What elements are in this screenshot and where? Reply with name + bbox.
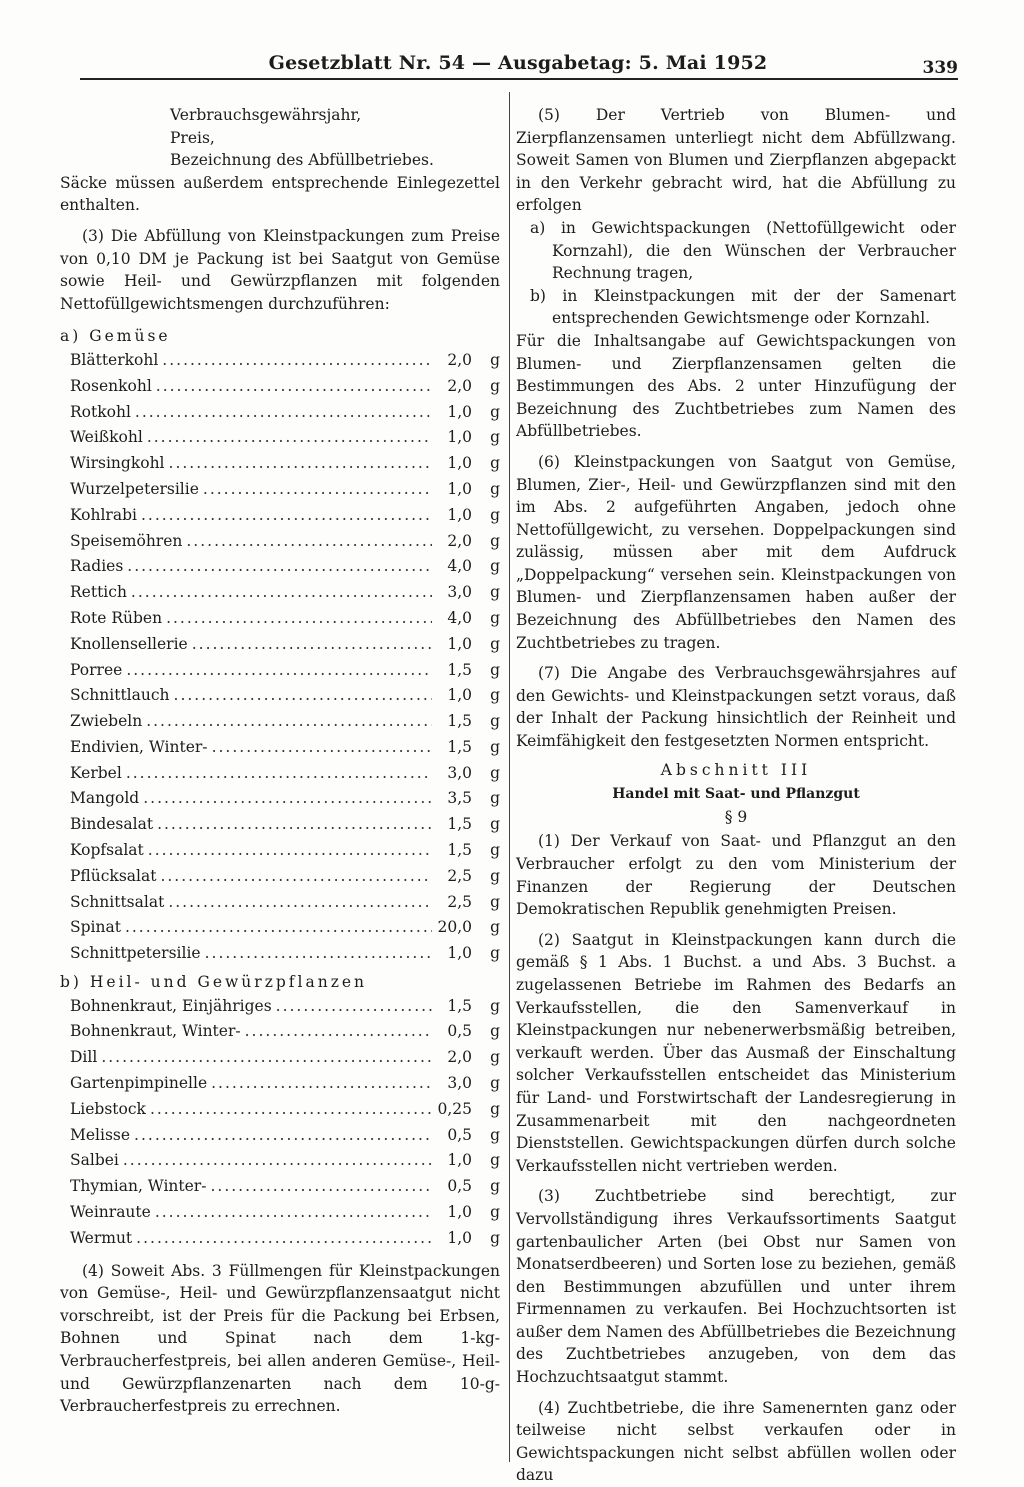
table-row	[60, 1071, 500, 1097]
dot-leader	[155, 1200, 432, 1226]
table-row	[60, 994, 500, 1020]
weight-unit: g	[490, 1048, 500, 1067]
weight-value: 1,0	[447, 634, 472, 653]
dot-leader	[186, 529, 432, 555]
weight-unit: g	[490, 1125, 500, 1144]
dot-leader	[101, 1045, 432, 1071]
weight-unit: g	[490, 918, 500, 937]
weight-unit: g	[490, 789, 500, 808]
paragraph-5-end: Für die Inhaltsangabe auf Gewichtspackungen von Blumen- und Zierpflanzensamen gelten die Bestimmungen des Abs. 2 unter Hinzufügung der Bezeichnung des Zuchtbetriebes zum Namen des Abfüllbetriebes.	[516, 331, 956, 441]
dot-leader	[147, 425, 432, 451]
dot-leader	[174, 683, 432, 709]
plant-name: Spinat	[70, 918, 121, 937]
plant-name: Schnittlauch	[70, 686, 170, 705]
weight-unit: g	[490, 531, 500, 550]
dot-leader	[160, 864, 432, 890]
section-subtitle: Handel mit Saat- und Pflanzgut	[612, 786, 860, 803]
plant-name: Mangold	[70, 789, 140, 808]
dot-leader	[211, 1071, 432, 1097]
header-rule	[80, 78, 958, 80]
table-row	[60, 812, 500, 838]
plant-name: Wermut	[70, 1228, 133, 1247]
dot-leader	[150, 1097, 432, 1123]
table-row	[60, 348, 500, 374]
paragraph-4: (4) Soweit Abs. 3 Füllmengen für Kleinstpackungen von Gemüse-, Heil- und Gewürzpflanzensaatgut nicht vorschreibt, ist der Preis für die Packung bei Erbsen, Bohnen und Spinat nach dem 1-kg-Verbraucherfestpreis, bei allen anderen Gemüse-, Heil- und Gewürzpflanzenarten nach dem 10-g-Verbraucherfestpreis zu errechnen.	[60, 1261, 500, 1416]
table-row	[60, 632, 500, 658]
page-number: 339	[922, 58, 958, 78]
plant-name: Rettich	[70, 583, 127, 602]
plant-name: Kopfsalat	[70, 841, 144, 860]
plant-name: Knollensellerie	[70, 634, 188, 653]
paragraph-9-2: (2) Saatgut in Kleinstpackungen kann durch die gemäß § 1 Abs. 1 Buchst. a und Abs. 3 Buchst. a zugelassenen Betriebe im Rahmen des Bedarfs an Verkaufsstellen, die den Samenverkauf in Kleinstpackungen nur nebenerwerbsmäßig betreiben, verkauft werden. Über das Ausmaß der Einschaltung solcher Verkaufsstellen entscheidet das Ministerium für Land- und Forstwirtschaft der Landesregierung in Zusammenarbeit mit den nachgeordneten Dienststellen. Gewichtspackungen dürfen durch solche Verkaufsstellen nicht vertrieben werden.	[516, 930, 956, 1175]
table-row	[60, 425, 500, 451]
weight-value: 1,5	[447, 737, 472, 756]
plant-name: Bindesalat	[70, 815, 154, 834]
weight-value: 4,0	[447, 557, 472, 576]
weight-unit: g	[490, 866, 500, 885]
paragraph-9-1: (1) Der Verkauf von Saat- und Pflanzgut an den Verbraucher erfolgt zu den vom Ministerium der Finanzen der Regierung der Deutschen Demokratischen Republik genehmigten Preisen.	[516, 832, 956, 919]
plant-name: Kerbel	[70, 763, 122, 782]
table-row	[60, 1123, 500, 1149]
plant-name: Kohlrabi	[70, 505, 137, 524]
weight-value: 2,0	[447, 531, 472, 550]
page-header-title: Gesetzblatt Nr. 54 — Ausgabetag: 5. Mai 1952	[268, 52, 768, 74]
weight-value: 1,0	[447, 479, 472, 498]
table-row	[60, 1226, 500, 1252]
plant-name: Dill	[70, 1048, 98, 1067]
weight-value: 1,0	[447, 454, 472, 473]
weight-unit: g	[490, 608, 500, 627]
weight-value: 1,0	[447, 428, 472, 447]
plant-name: Melisse	[70, 1125, 131, 1144]
table-row	[60, 1097, 500, 1123]
plant-name: Schnittsalat	[70, 892, 165, 911]
weight-unit: g	[490, 1228, 500, 1247]
weight-unit: g	[490, 454, 500, 473]
table-row	[60, 580, 500, 606]
table-row	[60, 786, 500, 812]
weight-value: 1,0	[447, 1203, 472, 1222]
weight-unit: g	[490, 737, 500, 756]
dot-leader	[162, 348, 432, 374]
weight-value: 0,25	[437, 1099, 472, 1118]
table-row	[60, 400, 500, 426]
plant-name: Endivien, Winter-	[70, 737, 208, 756]
heading-heil-gewuerz: b) Heil- und Gewürzpflanzen	[60, 973, 368, 992]
heading-gemuese: a) Gemüse	[60, 327, 171, 346]
weight-unit: g	[490, 402, 500, 421]
table-row	[60, 683, 500, 709]
paragraph-6: (6) Kleinstpackungen von Saatgut von Gemüse, Blumen, Zier-, Heil- und Gewürzpflanzen sind mit den im Abs. 2 aufgeführten Angaben, jedoch ohne Nettofüllgewicht, zu versehen. Doppelpackungen sind zulässig, müssen aber mit dem Aufdruck „Doppelpackung“ versehen sein. Kleinstpackungen von Blumen- und Zierpflanzensamen haben außer der Bezeichnung des Abfüllbetriebes den Namen des Zuchtbetriebes zu tragen.	[516, 452, 956, 652]
weight-value: 1,0	[447, 402, 472, 421]
table-row	[60, 761, 500, 787]
weight-value: 1,5	[447, 841, 472, 860]
intro-line: Preis,	[170, 128, 215, 147]
weight-value: 1,0	[447, 1228, 472, 1247]
dot-leader	[127, 554, 432, 580]
weight-value: 3,5	[447, 789, 472, 808]
weight-unit: g	[490, 1022, 500, 1041]
plant-name: Blätterkohl	[70, 350, 159, 369]
dot-leader	[169, 451, 432, 477]
plant-name: Wirsingkohl	[70, 454, 165, 473]
plant-name: Weinraute	[70, 1203, 151, 1222]
table-row	[60, 864, 500, 890]
weight-value: 1,5	[447, 712, 472, 731]
weight-unit: g	[490, 1151, 500, 1170]
weight-value: 3,0	[447, 1074, 472, 1093]
weight-unit: g	[490, 892, 500, 911]
plant-name: Thymian, Winter-	[70, 1177, 207, 1196]
dot-leader	[210, 1174, 432, 1200]
weight-unit: g	[490, 763, 500, 782]
dot-leader	[157, 812, 432, 838]
weight-value: 1,5	[447, 660, 472, 679]
table-row	[60, 915, 500, 941]
table-row	[60, 838, 500, 864]
table-row	[60, 451, 500, 477]
weight-unit: g	[490, 996, 500, 1015]
paragraph-7: (7) Die Angabe des Verbrauchsgewährsjahres auf den Gewichts- und Kleinstpackungen setzt voraus, daß der Inhalt der Packung hinsichtlich der Reinheit und Keimfähigkeit den festgesetzten Normen entspricht.	[516, 664, 956, 751]
list-item-a: a) in Gewichtspackungen (Nettofüllgewicht oder Kornzahl), die den Wünschen der Verbraucher Rechnung tragen,	[530, 218, 956, 283]
plant-name: Zwiebeln	[70, 712, 143, 731]
plant-name: Gartenpimpinelle	[70, 1074, 208, 1093]
weight-unit: g	[490, 376, 500, 395]
weight-unit: g	[490, 1099, 500, 1118]
weight-value: 2,5	[447, 892, 472, 911]
table-row	[60, 554, 500, 580]
plant-name: Weißkohl	[70, 428, 143, 447]
plant-name: Rote Rüben	[70, 608, 163, 627]
plant-name: Wurzelpetersilie	[70, 479, 199, 498]
weight-unit: g	[490, 1177, 500, 1196]
right-column	[516, 104, 956, 1487]
plant-name: Radies	[70, 557, 124, 576]
weight-unit: g	[490, 479, 500, 498]
dot-leader	[135, 400, 432, 426]
table-row	[60, 1148, 500, 1174]
weight-value: 1,0	[447, 686, 472, 705]
table-row	[60, 1045, 500, 1071]
paragraph-3: (3) Die Abfüllung von Kleinstpackungen zum Preise von 0,10 DM je Packung ist bei Saatgut von Gemüse sowie Heil- und Gewürzpflanzen mit folgenden Nettofüllgewichtsmengen durchzuführen:	[60, 226, 500, 313]
plant-name: Bohnenkraut, Einjähriges	[70, 996, 272, 1015]
dot-leader	[148, 838, 432, 864]
heil-list	[60, 994, 500, 1252]
plant-name: Rotkohl	[70, 402, 131, 421]
plant-name: Schnittpetersilie	[70, 944, 201, 963]
paragraph-5: (5) Der Vertrieb von Blumen- und Zierpflanzensamen unterliegt nicht dem Abfüllzwang. Soweit Samen von Blumen und Zierpflanzen abgepackt in den Verkehr gebracht wird, hat die Abfüllung zu erfolgen	[516, 106, 956, 215]
dot-leader	[276, 994, 432, 1020]
weight-value: 2,0	[447, 376, 472, 395]
intro-paragraph: Säcke müssen außerdem entsprechende Einlegezettel enthalten.	[60, 173, 500, 215]
weight-unit: g	[490, 505, 500, 524]
table-row	[60, 1019, 500, 1045]
weight-value: 2,0	[447, 350, 472, 369]
table-row	[60, 890, 500, 916]
weight-unit: g	[490, 660, 500, 679]
plant-name: Porree	[70, 660, 123, 679]
weight-unit: g	[490, 686, 500, 705]
paragraph-9-3: (3) Zuchtbetriebe sind berechtigt, zur Vervollständigung ihres Verkaufssortiments Saatgut gartenbaulicher Arten (bei Obst nur Samen von Monatserdbeeren) und Sorten lose zu beziehen, gemäß den Bestimmungen abzufüllen und unter ihrem Firmennamen zu verkaufen. Bei Hochzuchtsorten ist außer dem Namen des Abfüllbetriebes die Bezeichnung des Zuchtbetriebes anzugeben, von dem das Hochzuchtsaatgut stammt.	[516, 1187, 956, 1387]
weight-value: 3,0	[447, 583, 472, 602]
table-row	[60, 941, 500, 967]
dot-leader	[123, 1148, 432, 1174]
table-row	[60, 1200, 500, 1226]
paragraph-sign: § 9	[724, 807, 748, 826]
weight-value: 0,5	[447, 1177, 472, 1196]
dot-leader	[166, 606, 432, 632]
table-row	[60, 503, 500, 529]
table-row	[60, 709, 500, 735]
weight-value: 20,0	[437, 918, 472, 937]
plant-name: Liebstock	[70, 1099, 146, 1118]
intro-line: Verbrauchsgewährsjahr,	[170, 106, 362, 124]
dot-leader	[245, 1019, 432, 1045]
dot-leader	[126, 658, 432, 684]
weight-value: 1,5	[447, 996, 472, 1015]
dot-leader	[203, 477, 432, 503]
weight-unit: g	[490, 1074, 500, 1093]
column-divider	[509, 92, 510, 1462]
dot-leader	[126, 761, 432, 787]
weight-value: 2,5	[447, 866, 472, 885]
weight-unit: g	[490, 428, 500, 447]
weight-value: 0,5	[447, 1022, 472, 1041]
weight-unit: g	[490, 1203, 500, 1222]
plant-name: Bohnenkraut, Winter-	[70, 1022, 241, 1041]
table-row	[60, 477, 500, 503]
plant-name: Speisemöhren	[70, 531, 183, 550]
table-row	[60, 658, 500, 684]
dot-leader	[168, 890, 432, 916]
dot-leader	[146, 709, 432, 735]
weight-value: 1,0	[447, 944, 472, 963]
dot-leader	[143, 786, 432, 812]
weight-unit: g	[490, 815, 500, 834]
dot-leader	[125, 915, 432, 941]
weight-unit: g	[490, 712, 500, 731]
table-row	[60, 606, 500, 632]
dot-leader	[156, 374, 432, 400]
table-row	[60, 374, 500, 400]
table-row	[60, 1174, 500, 1200]
weight-unit: g	[490, 557, 500, 576]
weight-value: 2,0	[447, 1048, 472, 1067]
weight-unit: g	[490, 841, 500, 860]
dot-leader	[205, 941, 432, 967]
plant-name: Salbei	[70, 1151, 119, 1170]
list-item-b: b) in Kleinstpackungen mit der der Samenart entsprechenden Gewichtsmenge oder Kornzahl.	[530, 286, 956, 328]
dot-leader	[136, 1226, 432, 1252]
left-column	[60, 104, 500, 1418]
intro-line: Bezeichnung des Abfüllbetriebes.	[170, 151, 434, 170]
dot-leader	[212, 735, 432, 761]
weight-value: 0,5	[447, 1125, 472, 1144]
weight-value: 3,0	[447, 763, 472, 782]
weight-unit: g	[490, 583, 500, 602]
weight-value: 4,0	[447, 608, 472, 627]
plant-name: Rosenkohl	[70, 376, 152, 395]
weight-unit: g	[490, 634, 500, 653]
table-row	[60, 529, 500, 555]
weight-value: 1,5	[447, 815, 472, 834]
dot-leader	[131, 580, 432, 606]
gemuese-list	[60, 348, 500, 967]
weight-unit: g	[490, 350, 500, 369]
section-title: Abschnitt III	[660, 760, 812, 779]
dot-leader	[192, 632, 432, 658]
weight-value: 1,0	[447, 505, 472, 524]
plant-name: Pflücksalat	[70, 866, 157, 885]
paragraph-9-4: (4) Zuchtbetriebe, die ihre Samenernten ganz oder teilweise nicht selbst verkaufen oder in Gewichtspackungen nicht selbst abfüllen wollen oder dazu	[516, 1398, 956, 1485]
table-row	[60, 735, 500, 761]
dot-leader	[134, 1123, 432, 1149]
dot-leader	[141, 503, 432, 529]
weight-value: 1,0	[447, 1151, 472, 1170]
weight-unit: g	[490, 944, 500, 963]
